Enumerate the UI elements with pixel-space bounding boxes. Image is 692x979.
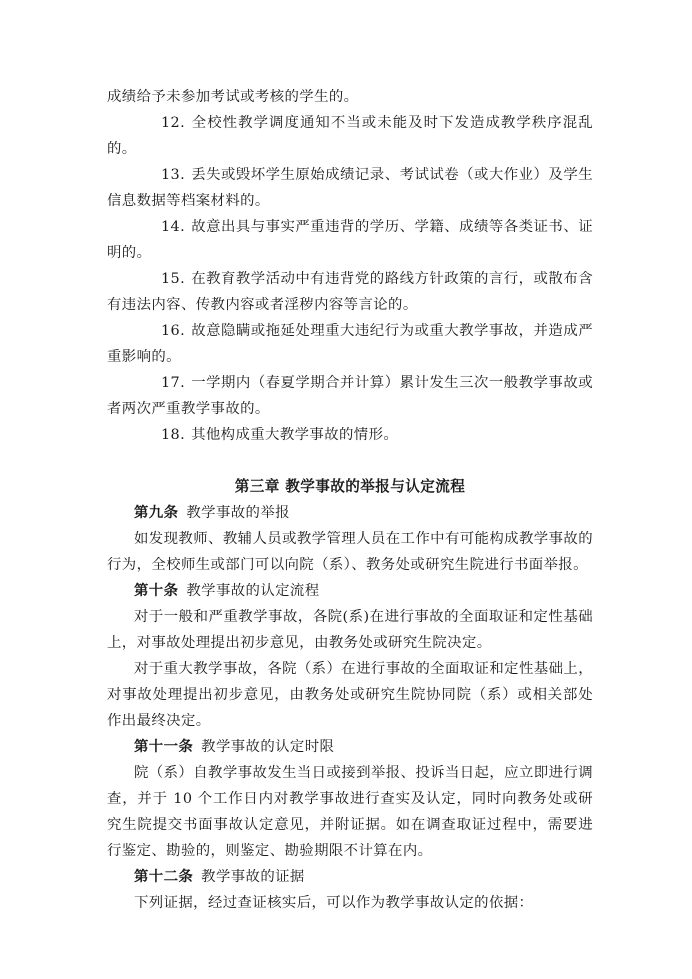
item-text: 丢失或毁坏学生原始成绩记录、考试试卷（或大作业）及学生信息数据等档案材料的。 bbox=[107, 167, 593, 209]
item-number: 14. bbox=[161, 219, 186, 235]
list-item-12 bbox=[107, 110, 593, 162]
article-title: 教学事故的举报 bbox=[186, 505, 290, 521]
article-label: 第十二条 bbox=[134, 868, 194, 885]
list-item-13 bbox=[107, 162, 593, 214]
item-text: 故意隐瞒或拖延处理重大违纪行为或重大教学事故，并造成严重影响的。 bbox=[107, 323, 593, 365]
article-title: 教学事故的认定时限 bbox=[201, 739, 335, 755]
item-number: 18. bbox=[161, 427, 186, 443]
article-10-paragraph-2: 对于重大教学事故，各院（系）在进行事故的全面取证和定性基础上，对事故处理提出初步意见，由教务处或研究生院协同院（系）或相关部处作出最终决定。 bbox=[107, 661, 593, 729]
item-text: 全校性教学调度通知不当或未能及时下发造成教学秩序混乱的。 bbox=[107, 115, 593, 157]
item-text: 故意出具与事实严重违背的学历、学籍、成绩等各类证书、证明的。 bbox=[107, 219, 593, 261]
article-12-paragraph: 下列证据，经过查证核实后，可以作为教学事故认定的依据： bbox=[134, 895, 534, 911]
article-10-paragraph-1: 对于一般和严重教学事故，各院(系)在进行事故的全面取证和定性基础上，对事故处理提出初步意见，由教务处或研究生院决定。 bbox=[107, 609, 593, 651]
list-item-15 bbox=[107, 266, 593, 318]
item-number: 15. bbox=[161, 271, 186, 287]
list-item-18 bbox=[107, 422, 593, 448]
article-title: 教学事故的证据 bbox=[201, 869, 305, 885]
item-text: 一学期内（春夏学期合并计算）累计发生三次一般教学事故或者两次严重教学事故的。 bbox=[107, 375, 593, 417]
item-text: 其他构成重大教学事故的情形。 bbox=[191, 427, 399, 443]
item-number: 17. bbox=[161, 375, 186, 391]
list-item-17 bbox=[107, 370, 593, 422]
article-10-heading bbox=[107, 578, 593, 604]
continued-paragraph: 成绩给予未参加考试或考核的学生的。 bbox=[107, 89, 359, 105]
article-9-paragraph: 如发现教师、教辅人员或教学管理人员在工作中有可能构成教学事故的行为，全校师生或部门可以向院（系）、教务处或研究生院进行书面举报。 bbox=[107, 531, 593, 573]
item-text: 在教育教学活动中有违背党的路线方针政策的言行，或散布含有违法内容、传教内容或者淫秽内容等言论的。 bbox=[107, 271, 593, 313]
article-12-heading bbox=[107, 864, 593, 890]
article-label: 第十条 bbox=[134, 582, 179, 599]
article-11-heading bbox=[107, 734, 593, 760]
spacer bbox=[107, 448, 593, 474]
item-number: 16. bbox=[161, 323, 186, 339]
chapter-heading: 第三章 教学事故的举报与认定流程 bbox=[234, 478, 466, 495]
article-11-paragraph: 院（系）自教学事故发生当日或接到举报、投诉当日起，应立即进行调查，并于 10 个工作日内对教学事故进行查实及认定，同时向教务处或研究生院提交书面事故认定意见，并附证据。如在调查取证过程中，需要进行鉴定、勘验的，则鉴定、勘验期限不计算在内。 bbox=[107, 765, 593, 859]
item-number: 12. bbox=[161, 115, 186, 131]
article-9-heading bbox=[107, 500, 593, 526]
list-item-14 bbox=[107, 214, 593, 266]
article-label: 第九条 bbox=[134, 504, 179, 521]
item-number: 13. bbox=[161, 167, 186, 183]
article-label: 第十一条 bbox=[134, 738, 194, 755]
article-title: 教学事故的认定流程 bbox=[186, 583, 320, 599]
list-item-16 bbox=[107, 318, 593, 370]
document-page bbox=[107, 84, 593, 916]
